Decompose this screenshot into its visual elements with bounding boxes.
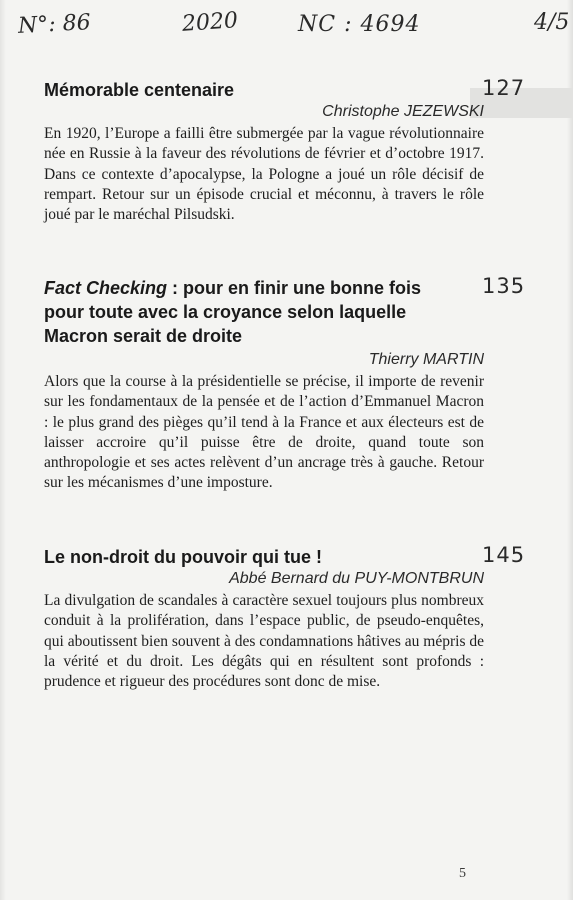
toc-entry — [44, 545, 484, 692]
entry-title-text: Le non-droit du pouvoir qui tue ! — [44, 547, 322, 567]
entry-author: Thierry MARTIN — [368, 351, 484, 368]
entry-title — [44, 276, 444, 348]
entry-title — [44, 545, 484, 569]
toc-entry — [44, 276, 484, 494]
handwritten-year: 2020 — [181, 8, 239, 37]
entry-page-number: 135 — [482, 274, 526, 298]
entry-page-number: 145 — [482, 543, 526, 567]
page-folio: 5 — [459, 866, 466, 881]
entry-title — [44, 78, 484, 102]
handwritten-annotations — [0, 6, 573, 50]
toc-entry — [44, 78, 484, 225]
handwritten-fraction: 4/5 — [534, 10, 570, 35]
entry-title-text: Mémorable centenaire — [44, 80, 235, 100]
handwritten-issue-number: N°: 86 — [17, 10, 92, 39]
entry-page-number: 127 — [482, 76, 526, 100]
entry-author: Christophe JEZEWSKI — [322, 103, 484, 120]
entry-title-text: : pour en finir une bonne fois pour toute avec la croyance selon laquelle Macron serait de droite — [44, 278, 422, 346]
entry-author: Abbé Bernard du PUY-MONTBRUN — [229, 570, 484, 587]
entry-summary: En 1920, l’Europe a failli être submergée par la vague révolutionnaire née en Russie à la faveur des révolutions de février et d’octobre 1917. Dans ce contexte d’apocalypse, la Pologne a joué un rôle décisif de rempart. Retour sur un épisode crucial et méconnu, à travers le rôle joué par le maréchal Pilsudski. — [44, 125, 484, 224]
handwritten-reference: NC : 4694 — [298, 12, 421, 37]
entry-summary: Alors que la course à la présidentielle se précise, il importe de revenir sur les fondamentaux de la pensée et de l’action d’Emmanuel Macron : le plus grand des pièges qu’il tend à la France et aux électeurs est de laisser accroire qu’il puisse être de droite, quand toute son anthropologie et ses actes relèvent d’un ancrage très à gauche. Retour sur les mécanismes d’une imposture. — [44, 373, 484, 492]
entry-title-italic: Fact Checking — [44, 278, 168, 298]
entry-summary: La divulgation de scandales à caractère sexuel toujours plus nombreux conduit à la prolifération, dans l’espace public, de pseudo-enquêtes, qui aboutissent bien souvent à des condamnations hâtives au mépris de la vérité et du droit. Les dégâts qui en résultent sont profonds : prudence et rigueur des procédures sont donc de mise. — [44, 592, 484, 691]
